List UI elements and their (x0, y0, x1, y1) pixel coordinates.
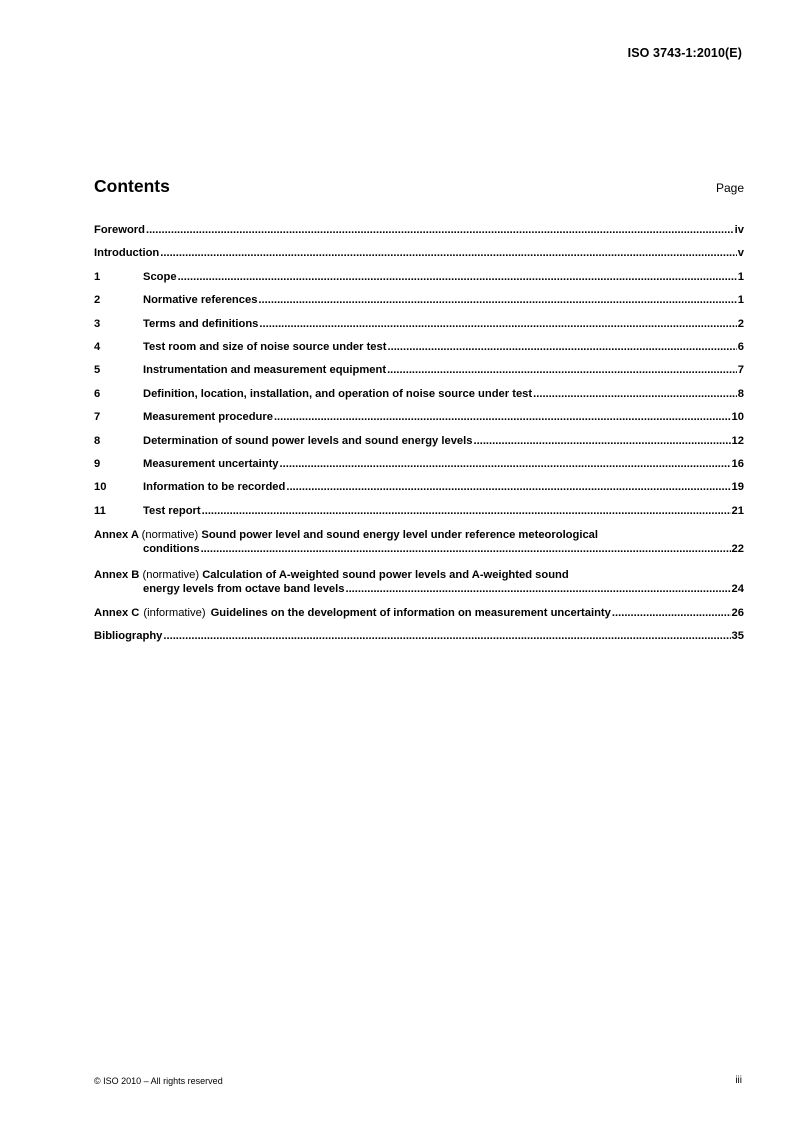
annex-label: Annex B (94, 568, 140, 581)
toc-entry-title: Determination of sound power levels and sound energy levels (143, 434, 473, 447)
toc-entry-annex-c[interactable] (94, 607, 744, 630)
toc-leader-dots (178, 271, 737, 283)
annex-type: (normative) (141, 529, 199, 542)
toc-entry-clause-10[interactable] (94, 481, 744, 504)
annex-type: (normative) (142, 568, 200, 581)
toc-entry-page: 1 (737, 294, 744, 307)
toc-clause-number: 8 (94, 434, 101, 447)
toc-leader-dots (163, 630, 730, 642)
toc-entry-title: Test room and size of noise source under test (143, 340, 387, 353)
toc-entry-clause-5[interactable] (94, 364, 744, 387)
toc-clause-number: 5 (94, 364, 101, 377)
toc-leader-dots (533, 388, 737, 400)
toc-leader-dots (387, 341, 736, 353)
toc-entry-page: 24 (731, 582, 744, 595)
toc-entry-title: Definition, location, installation, and operation of noise source under test (143, 387, 533, 400)
toc-entry-clause-3[interactable] (94, 318, 744, 341)
toc-entry-clause-9[interactable] (94, 458, 744, 481)
toc-leader-dots (202, 505, 731, 517)
toc-entry-bibliography[interactable] (94, 630, 744, 653)
toc-entry-page: 16 (731, 457, 744, 470)
toc-leader-dots (201, 542, 731, 556)
toc-entry-page: 12 (731, 434, 744, 447)
toc-entry-annex-a[interactable] (94, 528, 744, 568)
copyright-notice: © ISO 2010 – All rights reserved (94, 1076, 223, 1086)
table-of-contents (94, 224, 744, 654)
annex-title-continued: conditions (143, 543, 200, 556)
toc-leader-dots (345, 582, 730, 596)
contents-header (94, 176, 744, 198)
page-column-label: Page (715, 181, 744, 195)
toc-entry-annex-b[interactable] (94, 568, 744, 608)
annex-title-continued: energy levels from octave band levels (143, 582, 345, 595)
toc-clause-number: 4 (94, 340, 101, 353)
toc-entry-title: Measurement procedure (143, 411, 273, 424)
toc-entry-clause-8[interactable] (94, 435, 744, 458)
toc-entry-title: Bibliography (94, 630, 163, 643)
toc-entry-title: Measurement uncertainty (143, 457, 279, 470)
toc-entry-page: 2 (737, 317, 744, 330)
document-id: ISO 3743-1:2010(E) (627, 46, 742, 60)
toc-clause-number: 3 (94, 317, 101, 330)
toc-leader-dots (280, 458, 731, 470)
toc-entry-clause-1[interactable] (94, 271, 744, 294)
toc-clause-number: 9 (94, 457, 101, 470)
annex-title: Guidelines on the development of information on measurement uncertainty (210, 607, 611, 620)
toc-entry-title: Terms and definitions (143, 317, 259, 330)
annex-type: (informative) (143, 607, 206, 620)
toc-entry-title: Test report (143, 504, 201, 517)
toc-entry-page: v (737, 247, 744, 260)
toc-entry-page: 19 (731, 481, 744, 494)
toc-entry-foreword[interactable] (94, 224, 744, 247)
toc-leader-dots (286, 481, 730, 493)
toc-entry-clause-7[interactable] (94, 411, 744, 434)
annex-label: Annex A (94, 529, 139, 542)
toc-entry-introduction[interactable] (94, 247, 744, 270)
contents-title: Contents (94, 176, 170, 196)
toc-clause-number: 11 (94, 504, 106, 517)
toc-entry-page: 35 (731, 630, 744, 643)
page-number: iii (735, 1075, 742, 1086)
toc-clause-number: 10 (94, 481, 107, 494)
toc-leader-dots (612, 607, 731, 619)
toc-entry-page: 21 (731, 504, 744, 517)
toc-entry-clause-2[interactable] (94, 294, 744, 317)
annex-title: Sound power level and sound energy level under reference meteorological (201, 529, 599, 542)
toc-entry-page: 8 (737, 387, 744, 400)
toc-leader-dots (160, 247, 737, 259)
toc-entry-title: Introduction (94, 247, 160, 260)
annex-label: Annex C (94, 607, 140, 620)
toc-entry-page: 1 (737, 270, 744, 283)
toc-leader-dots (474, 435, 731, 447)
toc-leader-dots (274, 411, 731, 423)
toc-entry-title: Instrumentation and measurement equipment (143, 364, 387, 377)
toc-leader-dots (259, 318, 736, 330)
toc-entry-page: 26 (731, 607, 744, 620)
toc-entry-title: Foreword (94, 224, 145, 236)
toc-clause-number: 6 (94, 387, 101, 400)
toc-entry-page: 10 (731, 411, 744, 424)
toc-entry-clause-6[interactable] (94, 388, 744, 411)
toc-entry-page: 6 (737, 340, 744, 353)
toc-clause-number: 7 (94, 411, 101, 424)
toc-entry-title: Information to be recorded (143, 481, 286, 494)
toc-leader-dots (387, 364, 737, 376)
toc-leader-dots (146, 224, 734, 236)
toc-entry-clause-11[interactable] (94, 505, 744, 528)
toc-clause-number: 1 (94, 270, 101, 283)
toc-entry-title: Scope (143, 270, 177, 283)
toc-leader-dots (258, 294, 736, 306)
toc-clause-number: 2 (94, 294, 101, 307)
toc-entry-clause-4[interactable] (94, 341, 744, 364)
toc-entry-page: iv (734, 224, 744, 236)
toc-entry-title: Normative references (143, 294, 258, 307)
annex-title: Calculation of A-weighted sound power levels and A-weighted sound (202, 568, 569, 581)
toc-entry-page: 7 (737, 364, 744, 377)
toc-entry-page: 22 (731, 543, 744, 556)
